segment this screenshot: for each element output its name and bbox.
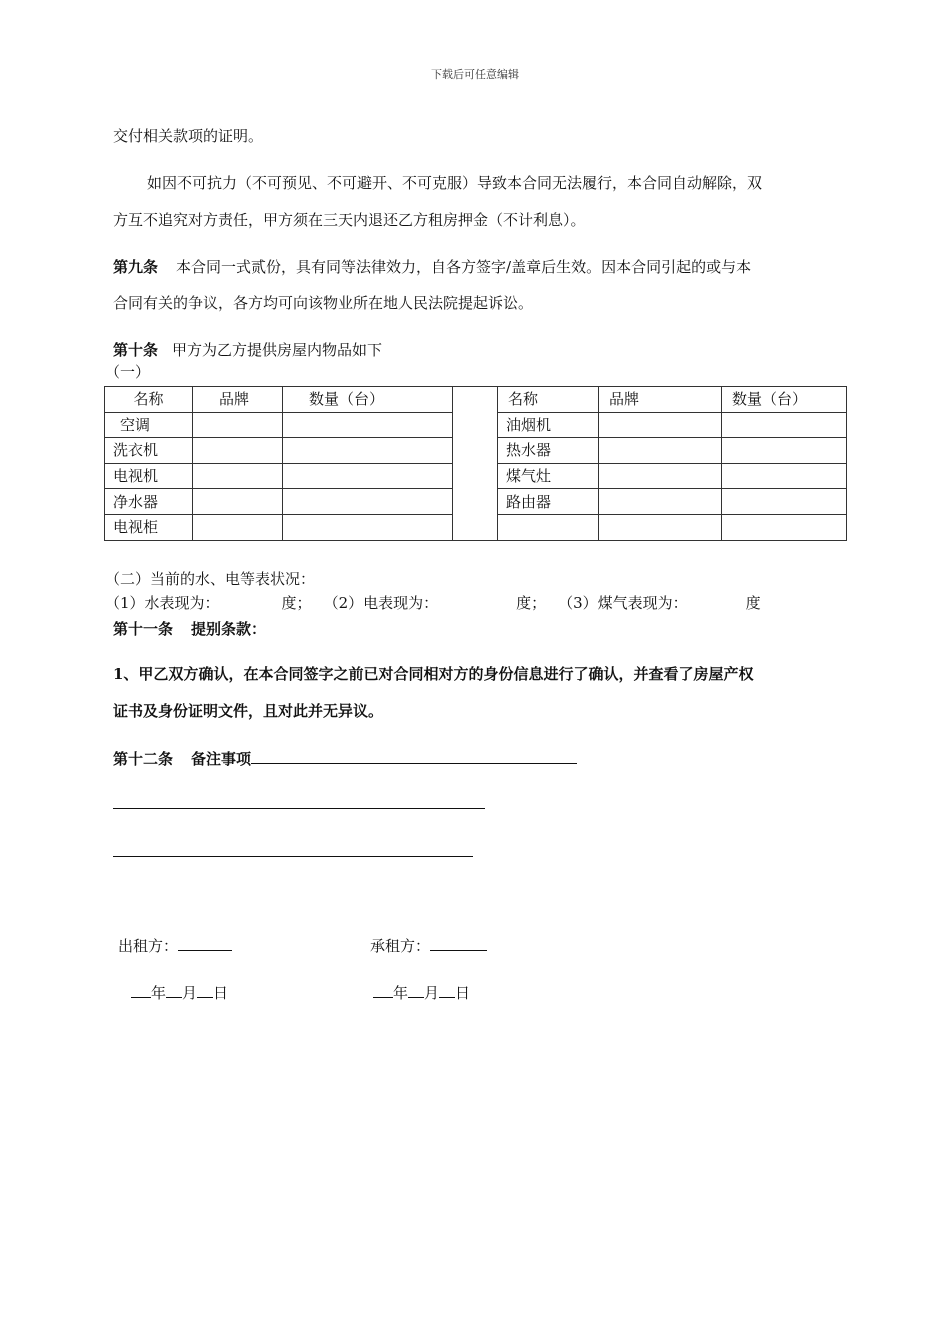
- quantity-cell-right[interactable]: [722, 514, 847, 540]
- article-11-heading: [113, 618, 266, 640]
- gas-meter-label: （3）煤气表现为：: [558, 594, 688, 612]
- electric-meter-label: （2）电表现为：: [323, 594, 439, 612]
- item-name-left: 电视机: [105, 463, 193, 489]
- table-header-row: [105, 387, 847, 413]
- remarks-underline-1[interactable]: [251, 747, 577, 764]
- quantity-cell-right[interactable]: [722, 489, 847, 515]
- household-items-table: [104, 386, 847, 541]
- article-9-text: 本合同一式贰份，具有同等法律效力，自各方签字/盖章后生效。因本合同引起的或与本: [176, 258, 752, 276]
- item-name-left: 净水器: [105, 489, 193, 515]
- article-12-title: 第十二条: [113, 750, 174, 768]
- lessee-year-label: 年: [393, 984, 409, 1002]
- paragraph-force-majeure-line1: 如因不可抗力（不可预见、不可避开、不可克服）导致本合同无法履行，本合同自动解除，双: [147, 174, 763, 192]
- lessor-month-label: 月: [182, 984, 198, 1002]
- gas-meter-unit: 度: [745, 594, 761, 612]
- article-12-heading: [113, 747, 577, 770]
- quantity-cell-right[interactable]: [722, 463, 847, 489]
- header-name-left: 名称: [105, 387, 193, 413]
- header-quantity-left: 数量（台）: [283, 387, 453, 413]
- brand-cell-right[interactable]: [599, 514, 722, 540]
- item-name-left: 洗衣机: [105, 438, 193, 464]
- lessor-year-blank[interactable]: [131, 981, 151, 998]
- brand-cell-right[interactable]: [599, 489, 722, 515]
- remarks-underline-3[interactable]: [113, 856, 473, 857]
- quantity-cell-right[interactable]: [722, 438, 847, 464]
- item-name-left: 空调: [105, 412, 193, 438]
- article-9-title: 第九条: [113, 258, 159, 276]
- article-10-heading: [113, 339, 382, 361]
- article-9-line2: 合同有关的争议，各方均可向该物业所在地人民法院提起诉讼。: [113, 294, 534, 312]
- lessor-year-label: 年: [151, 984, 167, 1002]
- lessor-signature-line[interactable]: [178, 934, 232, 951]
- brand-cell-right[interactable]: [599, 412, 722, 438]
- electric-meter-unit: 度；: [516, 594, 547, 612]
- remarks-underline-2[interactable]: [113, 808, 485, 809]
- quantity-cell-left[interactable]: [283, 412, 453, 438]
- article-11-text: 提别条款：: [191, 620, 267, 638]
- lessee-label: 承租方：: [370, 937, 431, 955]
- lessee-signature: [370, 934, 487, 957]
- item-name-right: [498, 514, 599, 540]
- brand-cell-right[interactable]: [599, 463, 722, 489]
- article-10-title: 第十条: [113, 341, 159, 359]
- lessor-signature: [118, 934, 232, 957]
- paragraph-force-majeure-line2: 方互不追究对方责任，甲方须在三天内退还乙方租房押金（不计利息）。: [113, 211, 586, 229]
- article-11-item1-line1: 1、甲乙双方确认，在本合同签字之前已对合同相对方的身份信息进行了确认，并查看了房屋产权: [113, 665, 754, 683]
- meters-title: （二）当前的水、电等表状况：: [105, 570, 316, 588]
- brand-cell-left[interactable]: [193, 514, 283, 540]
- lessee-date: [373, 981, 470, 1004]
- water-meter-unit: 度；: [281, 594, 312, 612]
- article-11-title: 第十一条: [113, 620, 174, 638]
- quantity-cell-left[interactable]: [283, 463, 453, 489]
- quantity-cell-right[interactable]: [722, 412, 847, 438]
- brand-cell-right[interactable]: [599, 438, 722, 464]
- article-12-text: 备注事项: [191, 750, 252, 768]
- brand-cell-left[interactable]: [193, 412, 283, 438]
- lessor-month-blank[interactable]: [166, 981, 182, 998]
- article-10-sub1: （一）: [105, 363, 151, 381]
- item-name-right: 热水器: [498, 438, 599, 464]
- brand-cell-left[interactable]: [193, 489, 283, 515]
- item-name-right: 路由器: [498, 489, 599, 515]
- brand-cell-left[interactable]: [193, 463, 283, 489]
- item-name-left: 电视柜: [105, 514, 193, 540]
- water-meter-label: （1）水表现为：: [105, 594, 220, 612]
- item-name-right: 油烟机: [498, 412, 599, 438]
- lessee-year-blank[interactable]: [373, 981, 393, 998]
- lessee-signature-line[interactable]: [430, 934, 487, 951]
- header-name-right: 名称: [498, 387, 599, 413]
- quantity-cell-left[interactable]: [283, 438, 453, 464]
- header-brand-left: 品牌: [193, 387, 283, 413]
- lessee-day-label: 日: [455, 984, 471, 1002]
- lessee-month-blank[interactable]: [408, 981, 424, 998]
- quantity-cell-left[interactable]: [283, 514, 453, 540]
- lessor-day-label: 日: [213, 984, 229, 1002]
- article-11-item1-line2: 证书及身份证明文件，且对此并无异议。: [113, 702, 384, 720]
- lessor-label: 出租方：: [118, 937, 179, 955]
- meters-line: [105, 592, 761, 614]
- lessee-month-label: 月: [424, 984, 440, 1002]
- item-name-right: 煤气灶: [498, 463, 599, 489]
- lessee-day-blank[interactable]: [439, 981, 455, 998]
- table-gap-column: [453, 387, 498, 541]
- article-9-line1: [113, 256, 751, 278]
- page-header: 下载后可任意编辑: [431, 68, 519, 81]
- brand-cell-left[interactable]: [193, 438, 283, 464]
- quantity-cell-left[interactable]: [283, 489, 453, 515]
- paragraph-payment-proof: 交付相关款项的证明。: [113, 127, 264, 145]
- header-brand-right: 品牌: [599, 387, 722, 413]
- header-quantity-right: 数量（台）: [722, 387, 847, 413]
- article-10-text: 甲方为乙方提供房屋内物品如下: [172, 341, 383, 359]
- lessor-date: [131, 981, 228, 1004]
- lessor-day-blank[interactable]: [197, 981, 213, 998]
